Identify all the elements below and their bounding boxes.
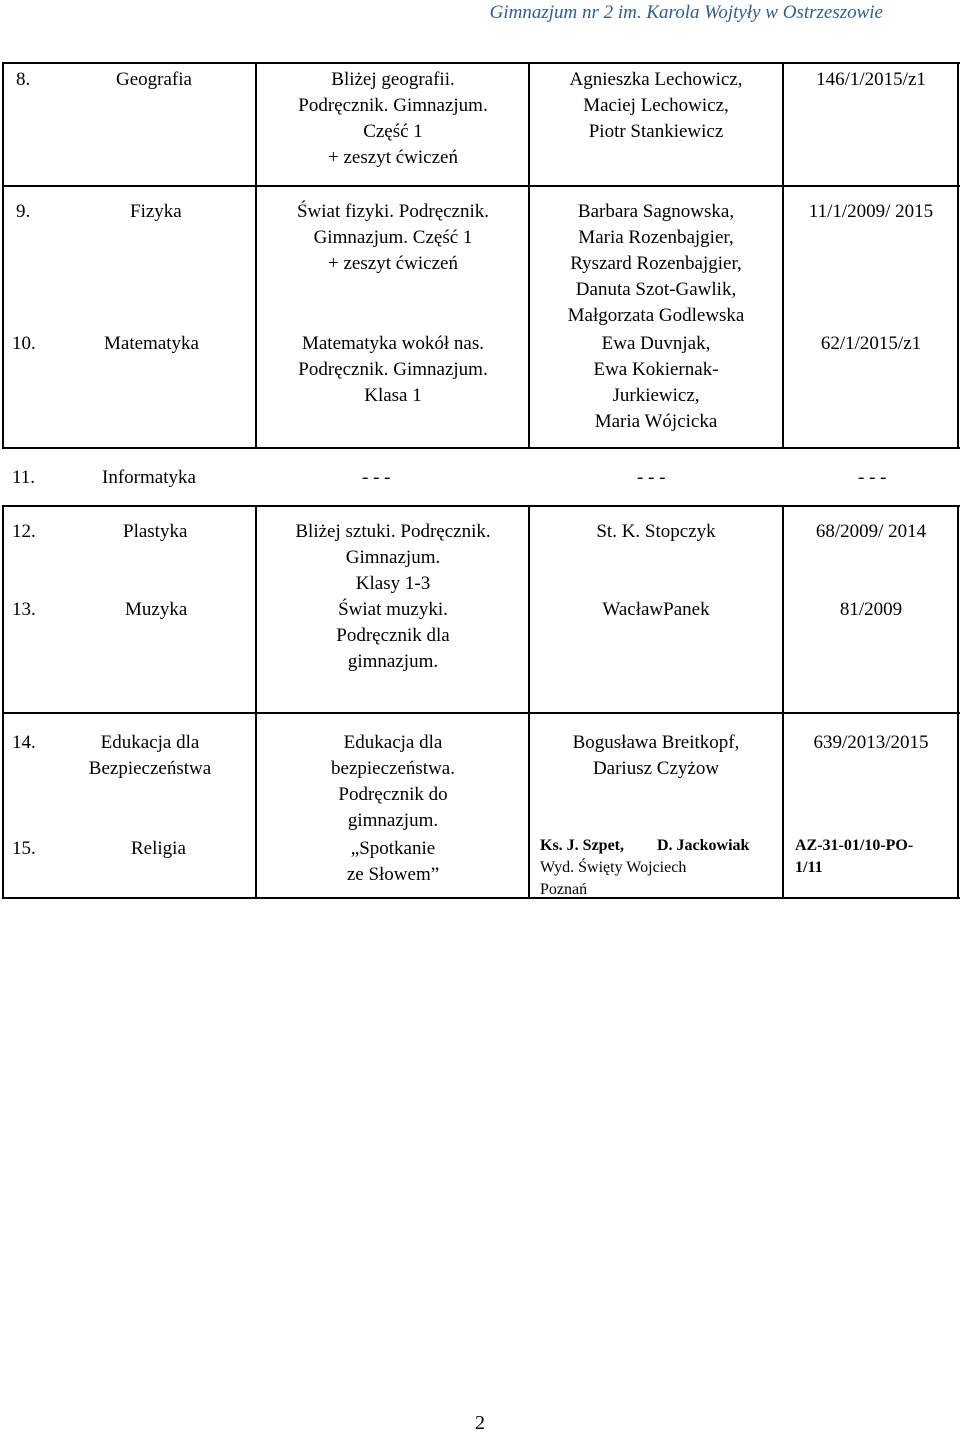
table-column-divider <box>782 62 784 448</box>
row-number: 11. <box>12 467 36 488</box>
subject-name: Plastyka <box>123 521 188 542</box>
textbook-title: „Spotkanie ze Słowem” <box>346 838 440 885</box>
row-number: 12. <box>12 521 36 542</box>
table-row-divider <box>2 447 960 449</box>
subject-name: Muzyka <box>125 599 188 620</box>
table-border-right <box>957 505 959 899</box>
row-number: 10. <box>12 333 36 354</box>
textbook-title: - - - <box>362 467 391 488</box>
table-row-divider <box>2 712 960 714</box>
textbook-authors: - - - <box>637 467 666 488</box>
textbook-title: Matematyka wokół nas. Podręcznik. Gimnazjum. Klasa 1 <box>298 333 488 406</box>
row-number: 8. <box>16 69 31 90</box>
textbook-authors: Bogusława Breitkopf, Dariusz Czyżow <box>572 732 740 779</box>
subject-name: Matematyka <box>104 333 199 354</box>
table-border-top <box>2 62 960 64</box>
publisher: Wyd. Święty Wojciech Poznań <box>540 859 687 898</box>
row-number: 13. <box>12 599 36 620</box>
textbook-title: Bliżej sztuki. Podręcznik. Gimnazjum. Klasy 1-3 <box>295 521 491 594</box>
textbook-title: Świat fizyki. Podręcznik. Gimnazjum. Część 1 + zeszyt ćwiczeń <box>296 201 490 274</box>
table-row-divider <box>2 505 960 507</box>
textbook-title: Bliżej geografii. Podręcznik. Gimnazjum. Część 1 + zeszyt ćwiczeń <box>298 69 488 168</box>
approval-number: 68/2009/ 2014 <box>815 521 927 542</box>
row-number: 14. <box>12 732 36 753</box>
textbook-title: Świat muzyki. Podręcznik dla gimnazjum. <box>336 599 450 672</box>
approval-number: 639/2013/2015 <box>813 732 929 753</box>
table-row-divider <box>2 185 960 187</box>
page-number: 2 <box>475 1412 485 1434</box>
approval-number: 62/1/2015/z1 <box>820 333 922 354</box>
approval-number: 146/1/2015/z1 <box>816 69 926 90</box>
textbook-title: Edukacja dla bezpieczeństwa. Podręcznik do gimnazjum. <box>331 732 455 831</box>
subject-name: Geografia <box>116 69 192 90</box>
subject-name: Fizyka <box>130 201 182 222</box>
textbook-authors: St. K. Stopczyk <box>596 521 716 542</box>
approval-number: - - - <box>858 467 887 488</box>
table-border-bottom <box>2 897 960 899</box>
row-number: 15. <box>12 838 36 859</box>
textbook-authors: Barbara Sagnowska, Maria Rozenbajgier, Ryszard Rozenbajgier, Danuta Szot-Gawlik, Małgorzata Godlewska <box>567 201 745 326</box>
table-column-divider <box>255 505 257 899</box>
table-border-left <box>2 505 4 899</box>
table-border-left <box>2 62 4 448</box>
subject-name: Religia <box>131 838 186 859</box>
page-header-title: Gimnazjum nr 2 im. Karola Wojtyły w Ostrzeszowie <box>489 2 883 23</box>
subject-name: Informatyka <box>102 467 196 488</box>
textbook-authors: Ewa Duvnjak, Ewa Kokiernak- Jurkiewicz, Maria Wójcicka <box>593 333 719 432</box>
approval-number: AZ-31-01/10-PO- 1/11 <box>795 837 914 876</box>
table-border-right <box>957 62 959 448</box>
subject-name: Edukacja dla Bezpieczeństwa <box>88 732 212 779</box>
approval-number: 11/1/2009/ 2015 <box>808 201 934 222</box>
textbook-authors: D. Jackowiak <box>657 837 750 854</box>
approval-number: 81/2009 <box>839 599 903 620</box>
table-column-divider <box>782 505 784 899</box>
row-number: 9. <box>16 201 31 222</box>
textbook-authors: WacławPanek <box>602 599 710 620</box>
table-column-divider <box>255 62 257 448</box>
textbook-authors: Agnieszka Lechowicz, Maciej Lechowicz, Piotr Stankiewicz <box>569 69 743 142</box>
textbook-authors: Ks. J. Szpet, <box>540 837 624 854</box>
table-column-divider <box>528 505 530 899</box>
